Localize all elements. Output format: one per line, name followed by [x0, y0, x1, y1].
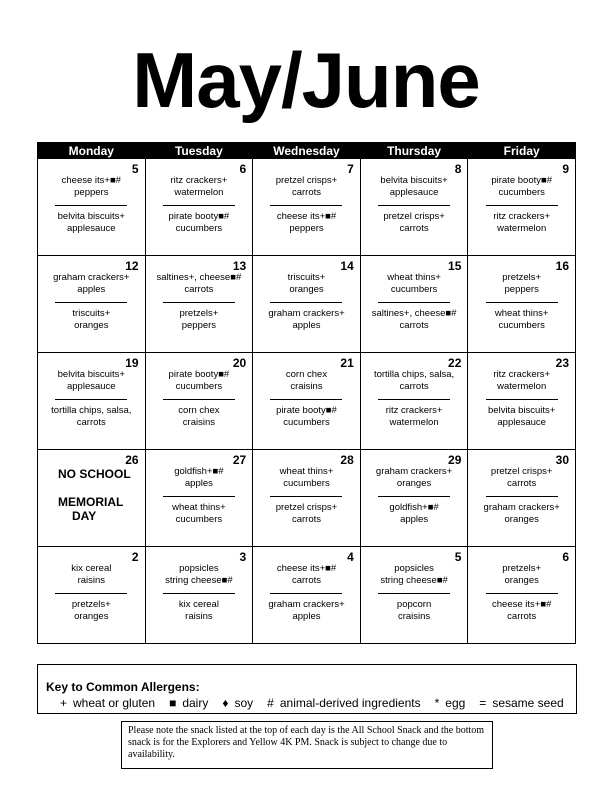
- snack-line: belvita biscuits+: [57, 211, 125, 222]
- day-number: 16: [555, 259, 569, 273]
- calendar-week-row: [38, 353, 576, 450]
- all-school-snack: [38, 272, 145, 296]
- allergen-key-title: Key to Common Allergens:: [46, 680, 200, 694]
- header-wednesday: Wednesday: [253, 143, 361, 159]
- holiday-notice: [38, 467, 145, 523]
- calendar-day-cell: [145, 450, 253, 547]
- calendar-day-cell: [145, 256, 253, 353]
- snack-divider: [55, 593, 127, 594]
- calendar-day-cell: [468, 159, 576, 256]
- snack-line: oranges: [504, 514, 539, 525]
- snack-line: peppers: [504, 284, 539, 295]
- snack-line: applesauce: [66, 381, 116, 392]
- all-school-snack: [361, 563, 468, 587]
- day-number: 28: [340, 453, 354, 467]
- all-school-snack: [253, 175, 360, 199]
- snack-line: applesauce: [389, 187, 439, 198]
- calendar-week-row: [38, 256, 576, 353]
- explorers-snack: [361, 211, 468, 235]
- snack-line: craisins: [182, 417, 215, 428]
- holiday-text: DAY: [72, 509, 97, 523]
- all-school-snack: [38, 369, 145, 393]
- day-number: 26: [125, 453, 139, 467]
- snack-line: pirate booty■#: [491, 175, 553, 186]
- snack-line: oranges: [74, 320, 109, 331]
- allergen-key-items: [60, 696, 578, 710]
- snack-line: pirate booty■#: [276, 405, 337, 416]
- snack-line: watermelon: [389, 417, 439, 428]
- snack-line: watermelon: [174, 187, 224, 198]
- all-school-snack: [38, 175, 145, 199]
- snack-line: cheese its+■#: [492, 599, 552, 610]
- day-number: 5: [131, 162, 139, 176]
- snack-divider: [55, 399, 127, 400]
- snack-line: watermelon: [497, 381, 547, 392]
- snack-line: ritz crackers+: [385, 405, 443, 416]
- snack-line: oranges: [289, 284, 324, 295]
- day-number: 7: [347, 162, 354, 176]
- day-number: 13: [232, 259, 247, 273]
- snack-line: popsicles: [394, 563, 434, 574]
- snack-line: raisins: [77, 575, 106, 586]
- snack-line: cheese its+■#: [276, 563, 337, 574]
- all-school-snack: [146, 563, 253, 587]
- day-number: 6: [239, 162, 247, 176]
- allergen-symbol: +: [60, 696, 68, 710]
- snack-line: apples: [292, 320, 321, 331]
- explorers-snack: [146, 405, 253, 429]
- snack-line: cheese its+■#: [61, 175, 121, 186]
- snack-line: craisins: [290, 381, 323, 392]
- day-number: 29: [448, 453, 462, 467]
- explorers-snack: [253, 502, 360, 526]
- allergen-symbol: #: [267, 696, 274, 710]
- day-number: 4: [347, 550, 354, 564]
- calendar-day-cell: [468, 353, 576, 450]
- header-tuesday: Tuesday: [145, 143, 253, 159]
- calendar-day-cell: [360, 353, 468, 450]
- snack-divider: [55, 205, 127, 206]
- snack-line: peppers: [74, 187, 109, 198]
- explorers-snack: [38, 211, 145, 235]
- snack-line: belvita biscuits+: [380, 175, 448, 186]
- explorers-snack: [361, 599, 468, 623]
- all-school-snack: [468, 175, 575, 199]
- all-school-snack: [253, 466, 360, 490]
- allergen-label: soy: [234, 696, 254, 710]
- snack-divider: [270, 496, 342, 497]
- explorers-snack: [38, 599, 145, 623]
- explorers-snack: [253, 599, 360, 623]
- snack-line: kix cereal: [71, 563, 112, 574]
- explorers-snack: [146, 308, 253, 332]
- explorers-snack: [468, 211, 575, 235]
- snack-line: carrots: [291, 514, 321, 525]
- snack-line: apples: [77, 284, 106, 295]
- all-school-snack: [253, 272, 360, 296]
- calendar-day-cell: [360, 450, 468, 547]
- snack-line: pretzel crisps+: [490, 466, 553, 477]
- snack-line: graham crackers+: [375, 466, 453, 477]
- snack-line: wheat thins+: [494, 308, 549, 319]
- snack-line: wheat thins+: [279, 466, 334, 477]
- snack-divider: [378, 302, 450, 303]
- snack-line: cucumbers: [283, 478, 330, 489]
- snack-divider: [486, 593, 558, 594]
- explorers-snack: [468, 308, 575, 332]
- all-school-snack: [38, 563, 145, 587]
- snack-line: pretzel crisps+: [383, 211, 445, 222]
- snack-divider: [270, 302, 342, 303]
- snack-line: oranges: [74, 611, 109, 622]
- allergen-key-item: [222, 696, 253, 710]
- all-school-snack: [361, 175, 468, 199]
- snack-divider: [378, 399, 450, 400]
- explorers-snack: [38, 308, 145, 332]
- snack-line: oranges: [504, 575, 539, 586]
- allergen-symbol: ■: [169, 696, 177, 710]
- allergen-label: dairy: [182, 696, 209, 710]
- explorers-snack: [253, 308, 360, 332]
- snack-line: ritz crackers+: [493, 369, 551, 380]
- snack-line: triscuits+: [72, 308, 111, 319]
- allergen-key-item: [267, 696, 420, 710]
- snack-line: goldfish+■#: [174, 466, 224, 477]
- day-number: 30: [555, 453, 569, 467]
- holiday-text: MEMORIAL: [58, 495, 124, 509]
- allergen-label: wheat or gluten: [73, 696, 156, 710]
- calendar-body: [38, 159, 576, 644]
- snack-line: apples: [184, 478, 213, 489]
- calendar-day-cell: [38, 450, 146, 547]
- allergen-key-item: [169, 696, 208, 710]
- snack-divider: [163, 302, 235, 303]
- snack-line: cucumbers: [175, 381, 223, 392]
- snack-divider: [486, 399, 558, 400]
- calendar-day-cell: [253, 547, 361, 644]
- calendar-day-cell: [468, 256, 576, 353]
- snack-line: carrots: [507, 611, 537, 622]
- header-thursday: Thursday: [360, 143, 468, 159]
- calendar-day-cell: [360, 547, 468, 644]
- snack-line: cucumbers: [283, 417, 330, 428]
- snack-line: carrots: [507, 478, 537, 489]
- snack-line: saltines+, cheese■#: [371, 308, 457, 319]
- snack-line: cucumbers: [498, 187, 545, 198]
- snack-line: carrots: [399, 381, 429, 392]
- snack-line: graham crackers+: [483, 502, 560, 513]
- allergen-symbol: ♦: [222, 696, 229, 710]
- calendar-day-cell: [38, 547, 146, 644]
- snack-line: peppers: [289, 223, 324, 234]
- snack-divider: [270, 593, 342, 594]
- header-friday: Friday: [468, 143, 576, 159]
- snack-line: pretzels+: [71, 599, 111, 610]
- day-number: 6: [562, 550, 569, 564]
- snack-line: pirate booty■#: [168, 211, 230, 222]
- snack-line: peppers: [181, 320, 217, 331]
- explorers-snack: [146, 599, 253, 623]
- explorers-snack: [361, 405, 468, 429]
- all-school-snack: [146, 466, 253, 490]
- all-school-snack: [361, 272, 468, 296]
- allergen-symbol: =: [479, 696, 487, 710]
- calendar-day-cell: [145, 547, 253, 644]
- day-number: 22: [448, 356, 462, 370]
- snack-line: goldfish+■#: [389, 502, 439, 513]
- snack-line: carrots: [399, 223, 429, 234]
- snack-line: applesauce: [66, 223, 116, 234]
- snack-line: raisins: [185, 611, 213, 622]
- day-number: 19: [125, 356, 139, 370]
- explorers-snack: [146, 211, 253, 235]
- explorers-snack: [361, 502, 468, 526]
- snack-line: pretzels+: [179, 308, 219, 319]
- calendar-table: [37, 142, 576, 644]
- allergen-key-item: [479, 696, 563, 710]
- snack-line: watermelon: [497, 223, 547, 234]
- snack-line: graham crackers+: [268, 308, 345, 319]
- all-school-snack: [146, 369, 253, 393]
- explorers-snack: [146, 502, 253, 526]
- allergen-label: egg: [445, 696, 466, 710]
- day-number: 2: [131, 550, 139, 564]
- snack-line: ritz crackers+: [493, 211, 551, 222]
- calendar-day-cell: [468, 450, 576, 547]
- all-school-snack: [146, 272, 253, 296]
- calendar-week-row: [38, 547, 576, 644]
- snack-line: carrots: [76, 417, 106, 428]
- explorers-snack: [38, 405, 145, 429]
- calendar-day-cell: [360, 159, 468, 256]
- header-monday: Monday: [38, 143, 146, 159]
- allergen-key: [37, 664, 577, 714]
- snack-line: belvita biscuits+: [57, 369, 125, 380]
- snack-divider: [55, 302, 127, 303]
- calendar-day-cell: [38, 353, 146, 450]
- snack-line: string cheese■#: [380, 575, 448, 586]
- all-school-snack: [468, 563, 575, 587]
- snack-line: pretzel crisps+: [275, 502, 338, 513]
- snack-line: carrots: [184, 284, 214, 295]
- day-number: 5: [454, 550, 462, 564]
- snack-divider: [486, 496, 558, 497]
- all-school-snack: [361, 369, 468, 393]
- allergen-label: sesame seed: [492, 696, 564, 710]
- day-number: 12: [125, 259, 139, 273]
- snack-line: corn chex: [285, 369, 328, 380]
- snack-divider: [270, 399, 342, 400]
- explorers-snack: [253, 405, 360, 429]
- explorers-snack: [253, 211, 360, 235]
- all-school-snack: [253, 369, 360, 393]
- snack-line: pretzel crisps+: [275, 175, 338, 186]
- calendar-day-cell: [468, 547, 576, 644]
- snack-line: cucumbers: [175, 223, 223, 234]
- snack-line: cucumbers: [175, 514, 223, 525]
- calendar-day-cell: [253, 159, 361, 256]
- snack-line: string cheese■#: [165, 575, 233, 586]
- snack-divider: [163, 205, 235, 206]
- snack-divider: [163, 399, 235, 400]
- explorers-snack: [468, 405, 575, 429]
- snack-line: ritz crackers+: [170, 175, 228, 186]
- snack-line: saltines+, cheese■#: [156, 272, 242, 283]
- snack-divider: [163, 593, 235, 594]
- snack-line: tortilla chips, salsa,: [51, 405, 132, 416]
- snack-divider: [486, 205, 558, 206]
- calendar-day-cell: [253, 353, 361, 450]
- calendar-week-row: [38, 159, 576, 256]
- all-school-snack: [146, 175, 253, 199]
- day-number: 9: [562, 162, 569, 176]
- all-school-snack: [468, 272, 575, 296]
- snack-line: triscuits+: [287, 272, 326, 283]
- snack-line: pretzels+: [502, 563, 542, 574]
- day-number: 14: [340, 259, 354, 273]
- day-number: 3: [239, 550, 247, 564]
- snack-divider: [270, 205, 342, 206]
- all-school-snack: [468, 369, 575, 393]
- snack-line: carrots: [291, 187, 321, 198]
- calendar-day-cell: [38, 159, 146, 256]
- allergen-key-item: [60, 696, 155, 710]
- calendar-day-cell: [145, 353, 253, 450]
- snack-line: craisins: [397, 611, 431, 622]
- snack-line: carrots: [399, 320, 429, 331]
- snack-line: apples: [400, 514, 429, 525]
- snack-line: pretzels+: [502, 272, 542, 283]
- weekday-header-row: [38, 143, 576, 159]
- snack-line: pirate booty■#: [168, 369, 230, 380]
- allergen-key-item: [435, 696, 466, 710]
- snack-note: Please note the snack listed at the top of each day is the All School Snack and the bottom snack is for the Explorers and Yellow 4K PM. Snack is subject to change due to availability.: [121, 721, 493, 769]
- snack-line: cucumbers: [498, 320, 545, 331]
- explorers-snack: [361, 308, 468, 332]
- day-number: 8: [454, 162, 462, 176]
- snack-line: applesauce: [497, 417, 546, 428]
- snack-line: corn chex: [178, 405, 220, 416]
- all-school-snack: [361, 466, 468, 490]
- snack-line: oranges: [396, 478, 432, 489]
- snack-line: belvita biscuits+: [488, 405, 556, 416]
- snack-line: carrots: [291, 575, 321, 586]
- day-number: 23: [555, 356, 569, 370]
- snack-line: wheat thins+: [387, 272, 441, 283]
- snack-line: tortilla chips, salsa,: [373, 369, 455, 380]
- snack-divider: [486, 302, 558, 303]
- explorers-snack: [468, 599, 575, 623]
- calendar-day-cell: [360, 256, 468, 353]
- holiday-text: NO SCHOOL: [58, 467, 131, 481]
- snack-line: popcorn: [396, 599, 432, 610]
- snack-line: wheat thins+: [172, 502, 226, 513]
- allergen-symbol: *: [434, 696, 440, 710]
- day-number: 15: [448, 259, 462, 273]
- snack-line: graham crackers+: [268, 599, 345, 610]
- snack-line: kix cereal: [178, 599, 219, 610]
- snack-divider: [378, 593, 450, 594]
- page-title: May/June: [132, 36, 480, 124]
- day-number: 20: [232, 356, 247, 370]
- all-school-snack: [468, 466, 575, 490]
- calendar-day-cell: [253, 256, 361, 353]
- snack-line: graham crackers+: [53, 272, 130, 283]
- calendar-day-cell: [253, 450, 361, 547]
- calendar-week-row: [38, 450, 576, 547]
- snack-line: apples: [292, 611, 321, 622]
- snack-line: popsicles: [179, 563, 219, 574]
- all-school-snack: [253, 563, 360, 587]
- snack-divider: [378, 496, 450, 497]
- snack-line: cucumbers: [390, 284, 438, 295]
- snack-line: cheese its+■#: [276, 211, 337, 222]
- calendar-day-cell: [38, 256, 146, 353]
- explorers-snack: [468, 502, 575, 526]
- allergen-label: animal-derived ingredients: [279, 696, 421, 710]
- snack-divider: [163, 496, 235, 497]
- day-number: 21: [340, 356, 354, 370]
- day-number: 27: [232, 453, 247, 467]
- snack-divider: [378, 205, 450, 206]
- calendar-day-cell: [145, 159, 253, 256]
